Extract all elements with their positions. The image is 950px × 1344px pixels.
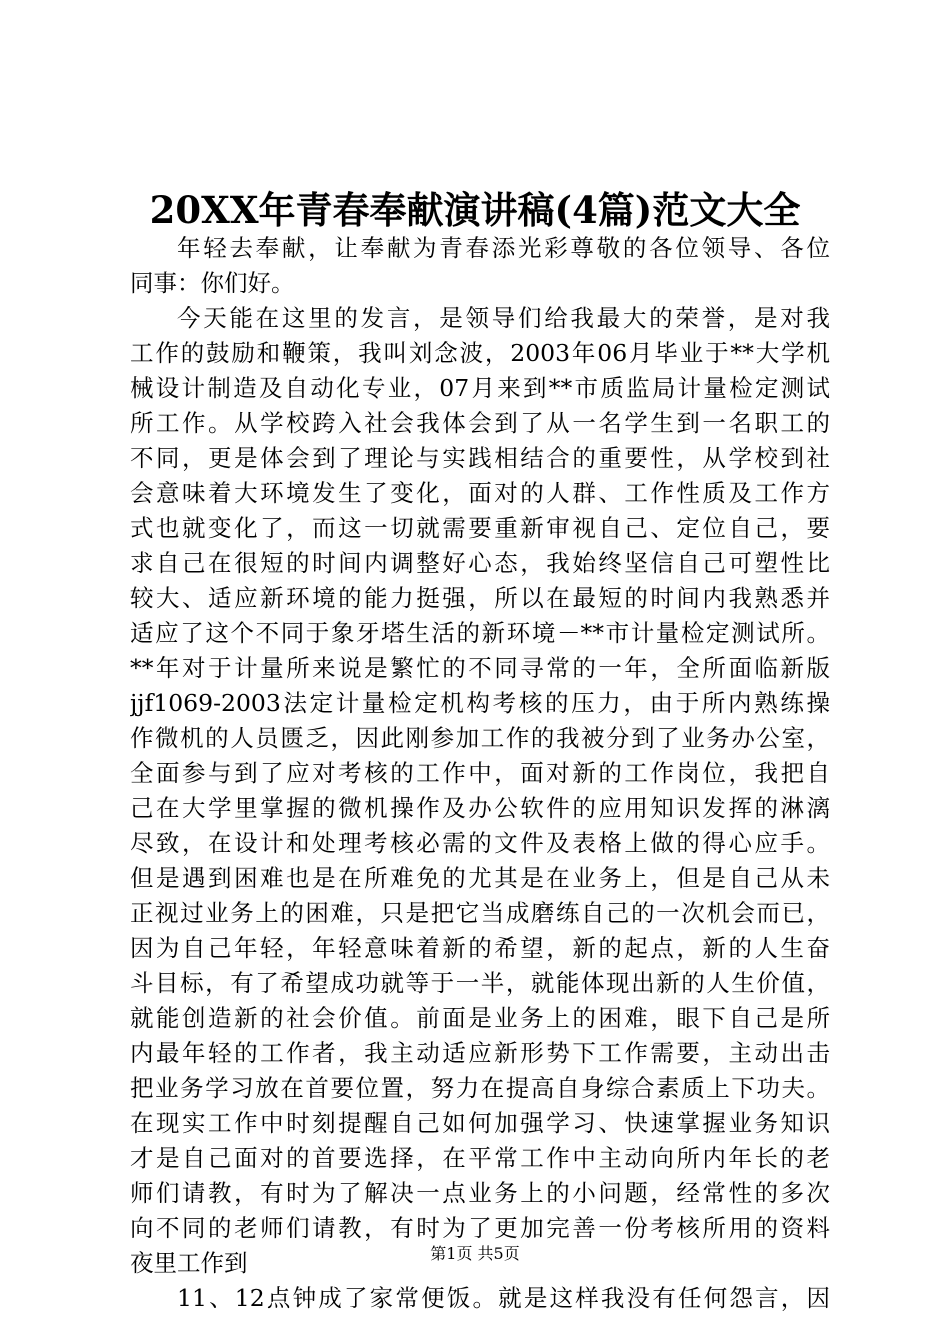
text-line: 夜里工作到 [130, 1249, 248, 1277]
text-line: 同事：你们好。 [130, 269, 295, 297]
text-line: 适应了这个不同于象牙塔生活的新环境－**市计量检定测试所。 [130, 619, 830, 647]
document-title: 20XX年青春奉献演讲稿(4篇)范文大全 [149, 188, 801, 232]
text-line: 己在大学里掌握的微机操作及办公软件的应用知识发挥的淋漓 [130, 794, 830, 822]
text-line: 斗目标，有了希望成功就等于一半，就能体现出新的人生价值， [130, 969, 830, 997]
text-line: 今天能在这里的发言，是领导们给我最大的荣誉，是对我 [177, 304, 830, 332]
text-line: 会意味着大环境发生了变化，面对的人群、工作性质及工作方 [130, 479, 830, 507]
text-line: 向不同的老师们请教，有时为了更加完善一份考核所用的资料 [130, 1214, 830, 1242]
text-line: 全面参与到了应对考核的工作中，面对新的工作岗位，我把自 [130, 759, 830, 787]
text-line: 所工作。从学校跨入社会我体会到了从一名学生到一名职工的 [130, 409, 830, 437]
text-line: 内最年轻的工作者，我主动适应新形势下工作需要，主动出击 [130, 1039, 830, 1067]
text-line: 在现实工作中时刻提醒自己如何加强学习、快速掌握业务知识 [130, 1109, 830, 1137]
text-line: 就能创造新的社会价值。前面是业务上的困难，眼下自己是所 [130, 1004, 830, 1032]
text-line: 械设计制造及自动化专业，07月来到**市质监局计量检定测试 [130, 374, 830, 402]
text-line: **年对于计量所来说是繁忙的不同寻常的一年，全所面临新版 [130, 654, 830, 682]
text-line: 把业务学习放在首要位置，努力在提高自身综合素质上下功夫。 [130, 1074, 830, 1102]
text-line: 作微机的人员匮乏，因此刚参加工作的我被分到了业务办公室， [130, 724, 830, 752]
text-line: 年轻去奉献，让奉献为青春添光彩尊敬的各位领导、各位 [177, 234, 830, 262]
text-line: 工作的鼓励和鞭策，我叫刘念波，2003年06月毕业于**大学机 [130, 339, 830, 367]
text-line: 因为自己年轻，年轻意味着新的希望，新的起点，新的人生奋 [130, 934, 830, 962]
text-line: 尽致，在设计和处理考核必需的文件及表格上做的得心应手。 [130, 829, 830, 857]
document-body [130, 231, 830, 1316]
text-line: 师们请教，有时为了解决一点业务上的小问题，经常性的多次 [130, 1179, 830, 1207]
text-line: 才是自己面对的首要选择，在平常工作中主动向所内年长的老 [130, 1144, 830, 1172]
text-line: 11、12点钟成了家常便饭。就是这样我没有任何怨言，因 [177, 1284, 830, 1312]
text-line: jjf1069-2003法定计量检定机构考核的压力，由于所内熟练操 [130, 689, 830, 717]
text-line: 求自己在很短的时间内调整好心态，我始终坚信自己可塑性比 [130, 549, 830, 577]
text-line: 正视过业务上的困难，只是把它当成磨练自己的一次机会而已， [130, 899, 830, 927]
text-line: 较大、适应新环境的能力挺强，所以在最短的时间内我熟悉并 [130, 584, 830, 612]
text-line: 但是遇到困难也是在所难免的尤其是在业务上，但是自己从未 [130, 864, 830, 892]
page-footer: 第1页 共5页 [430, 1244, 520, 1263]
text-line: 不同，更是体会到了理论与实践相结合的重要性，从学校到社 [130, 444, 830, 472]
text-line: 式也就变化了，而这一切就需要重新审视自己、定位自己，要 [130, 514, 830, 542]
